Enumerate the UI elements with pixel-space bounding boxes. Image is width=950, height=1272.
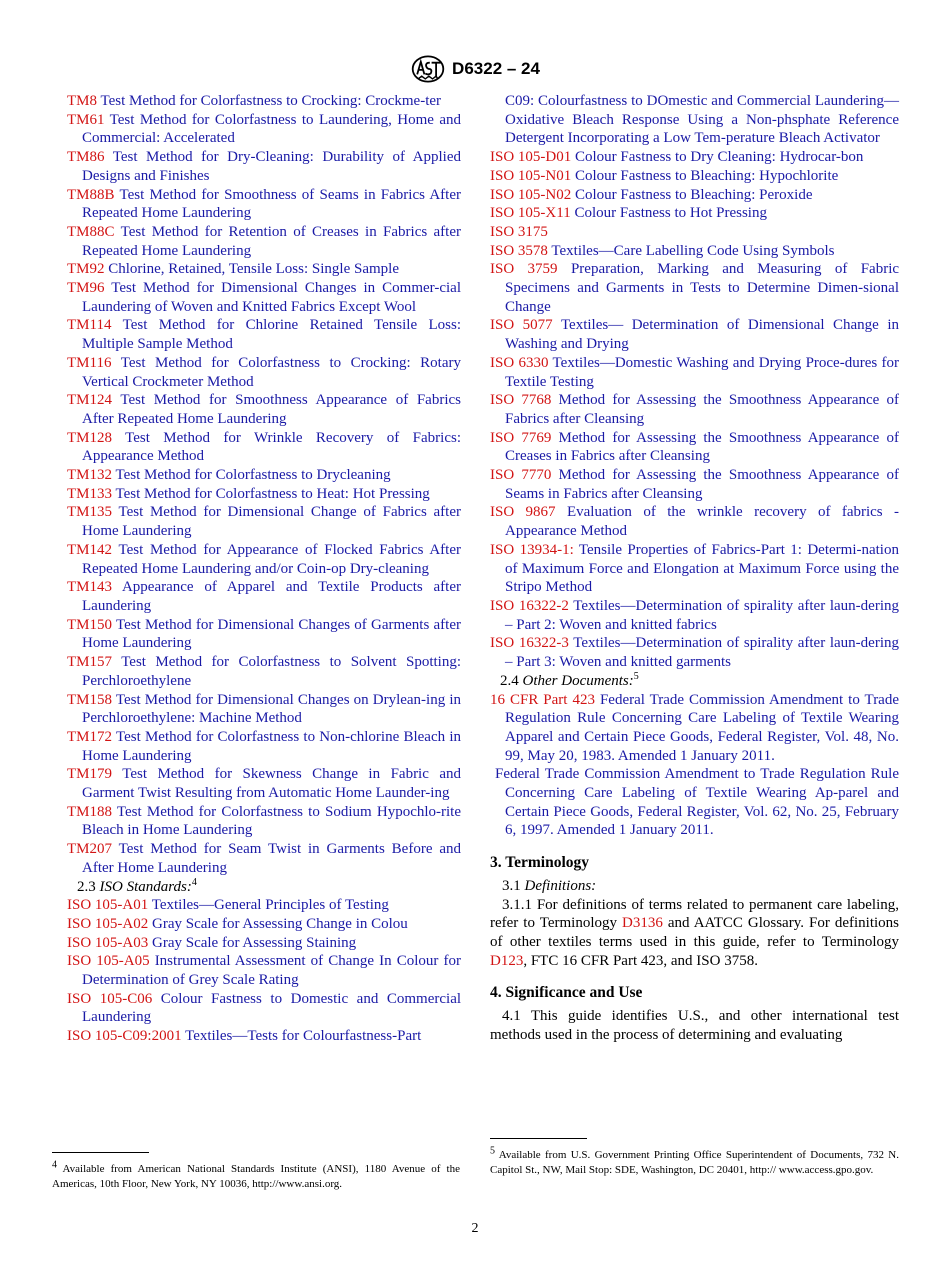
reference-title: Textiles—Domestic Washing and Drying Proce-dures for Textile Testing bbox=[505, 354, 900, 390]
section-3-1-heading: 3.1 Definitions: bbox=[502, 877, 597, 894]
section-3-title: 3. Terminology bbox=[490, 854, 590, 872]
reference-item[interactable] bbox=[67, 952, 461, 989]
reference-item[interactable] bbox=[67, 503, 461, 540]
page-number: 2 bbox=[471, 1221, 479, 1236]
reference-code[interactable]: ISO 3578 bbox=[490, 242, 548, 259]
reference-title: Chlorine, Retained, Tensile Loss: Single Sample bbox=[108, 261, 399, 278]
reference-title: Test Method for Colorfastness to Laundering, Home and Commercial: Accelerated bbox=[82, 111, 462, 147]
reference-title: Test Method for Colorfastness to Heat: Hot Pressing bbox=[115, 485, 430, 502]
reference-code[interactable]: TM135 bbox=[67, 504, 112, 521]
reference-item[interactable] bbox=[67, 466, 461, 485]
aatcc-reference-list bbox=[67, 92, 461, 878]
reference-code[interactable]: ISO 9867 bbox=[490, 504, 556, 521]
reference-item[interactable] bbox=[490, 429, 899, 466]
reference-code[interactable]: TM158 bbox=[67, 691, 112, 708]
reference-code[interactable]: TM86 bbox=[67, 149, 105, 166]
reference-title: Test Method for Wrinkle Recovery of Fabrics: Appearance Method bbox=[82, 429, 461, 465]
reference-item[interactable] bbox=[490, 597, 899, 634]
reference-title: Test Method for Skewness Change in Fabric and Garment Twist Resulting from Automatic Home Launder-ing bbox=[82, 766, 462, 802]
iso-heading-number: 2.3 bbox=[77, 878, 96, 895]
reference-code[interactable]: TM143 bbox=[67, 579, 112, 596]
reference-code[interactable]: ISO 105-A02 bbox=[67, 915, 149, 932]
reference-item[interactable] bbox=[67, 111, 461, 148]
reference-title: Instrumental Assessment of Change In Colour for Determination of Grey Scale Rating bbox=[82, 953, 462, 989]
reference-code[interactable]: ISO 105-C09:2001 bbox=[67, 1028, 182, 1045]
reference-item[interactable] bbox=[67, 354, 461, 391]
reference-item[interactable] bbox=[67, 541, 461, 578]
reference-item[interactable] bbox=[490, 316, 899, 353]
reference-item[interactable] bbox=[67, 1027, 461, 1046]
reference-title: Test Method for Colorfastness to Non-chlorine Bleach in Home Laundering bbox=[82, 728, 461, 764]
reference-code[interactable]: ISO 105-N01 bbox=[490, 167, 572, 184]
reference-code[interactable]: ISO 3759 bbox=[490, 261, 558, 278]
reference-item[interactable] bbox=[490, 260, 899, 316]
reference-item[interactable] bbox=[67, 691, 461, 728]
reference-code[interactable]: TM133 bbox=[67, 485, 112, 502]
reference-code[interactable]: ISO 105-A05 bbox=[67, 953, 150, 970]
reference-code[interactable]: ISO 3175 bbox=[490, 223, 548, 240]
reference-item[interactable] bbox=[67, 765, 461, 802]
reference-item[interactable] bbox=[67, 279, 461, 316]
reference-continuation[interactable]: C09: Colourfastness to DOmestic and Commercial Laundering—Oxidative Bleach Response Using a Non-phsphate Reference Detergent Incorporating a Low Tem-perature Bleach Activator bbox=[505, 93, 899, 147]
reference-code[interactable]: 16 CFR Part 423 bbox=[490, 691, 595, 708]
reference-title: Textiles—General Principles of Testing bbox=[151, 897, 389, 914]
reference-title: Test Method for Smoothness Appearance of Fabrics After Repeated Home Laundering bbox=[82, 392, 461, 427]
reference-title: Test Method for Colorfastness to Crocking: Rotary Vertical Crockmeter Method bbox=[82, 354, 461, 390]
reference-title: Tensile Properties of Fabrics-Part 1: Determi-nation of Maximum Force and Elongation at Maximum Force using the Stripo Method bbox=[505, 541, 899, 596]
reference-title: Colour Fastness to Dry Cleaning: Hydrocar-bon bbox=[575, 149, 864, 166]
section-4-1-paragraph: 4.1 This guide identifies U.S., and other international test methods used in the process of determining and evaluating bbox=[490, 1008, 899, 1043]
reference-item[interactable] bbox=[67, 485, 461, 504]
reference-title: Test Method for Dry-Cleaning: Durability of Applied Designs and Finishes bbox=[82, 149, 461, 184]
reference-item[interactable] bbox=[67, 990, 461, 1027]
reference-item[interactable] bbox=[67, 578, 461, 615]
reference-title: Test Method for Retention of Creases in Fabrics after Repeated Home Laundering bbox=[82, 223, 461, 259]
reference-code[interactable]: TM88C bbox=[67, 223, 115, 240]
other-heading-number: 2.4 bbox=[500, 672, 519, 689]
reference-item[interactable] bbox=[490, 466, 899, 503]
reference-code[interactable]: ISO 105-X11 bbox=[490, 205, 571, 222]
reference-code[interactable]: ISO 105-C06 bbox=[67, 990, 153, 1007]
footnote-ref-5[interactable]: 5 bbox=[633, 670, 639, 682]
reference-code[interactable]: ISO 13934-1: bbox=[490, 541, 574, 558]
reference-code[interactable]: ISO 105-A03 bbox=[67, 934, 149, 951]
reference-code[interactable]: TM114 bbox=[67, 317, 112, 334]
reference-title: Colour Fastness to Bleaching: Hypochlorite bbox=[575, 167, 839, 184]
reference-code[interactable]: TM61 bbox=[67, 111, 105, 128]
reference-code[interactable]: TM172 bbox=[67, 728, 112, 745]
reference-title: Test Method for Dimensional Changes on Drylean-ing in Perchloroethylene: Machine Method bbox=[82, 691, 461, 727]
left-column bbox=[67, 92, 461, 1046]
reference-code[interactable]: ISO 16322-3 bbox=[490, 635, 569, 652]
footnote-5: 5 Available from U.S. Government Printing Office Superintendent of Documents, 732 N. Capitol St., NW, Mail Stop: SDE, Washington, DC 20401, http:// www.access.gpo.gov. bbox=[490, 1145, 899, 1176]
reference-item[interactable] bbox=[490, 204, 899, 223]
reference-code[interactable]: ISO 7770 bbox=[490, 467, 552, 484]
reference-title: Test Method for Dimensional Changes of Garments after Home Laundering bbox=[82, 616, 461, 652]
reference-title: Colour Fastness to Hot Pressing bbox=[574, 205, 767, 222]
reference-item[interactable] bbox=[67, 728, 461, 765]
right-column bbox=[490, 92, 899, 1044]
reference-item[interactable] bbox=[490, 354, 899, 391]
reference-code[interactable]: ISO 105-N02 bbox=[490, 186, 572, 203]
reference-code[interactable]: TM157 bbox=[67, 654, 112, 671]
reference-code[interactable]: ISO 6330 bbox=[490, 354, 549, 371]
footnote-rule-left bbox=[52, 1152, 149, 1153]
reference-code[interactable]: TM124 bbox=[67, 392, 112, 409]
reference-title: Test Method for Dimensional Change of Fabrics after Home Laundering bbox=[82, 504, 461, 540]
reference-title: Colour Fastness to Domestic and Commercial Laundering bbox=[82, 990, 462, 1026]
reference-item[interactable] bbox=[67, 896, 461, 915]
reference-title: Test Method for Appearance of Flocked Fabrics After Repeated Home Laundering and/or Coin-op Dry-cleaning bbox=[82, 541, 461, 577]
reference-item[interactable] bbox=[67, 803, 461, 840]
reference-title: Textiles—Determination of spirality after laun-dering – Part 2: Woven and knitted fabrics bbox=[505, 597, 900, 633]
reference-item[interactable] bbox=[490, 148, 899, 167]
reference-item[interactable] bbox=[67, 316, 461, 353]
reference-title: Colour Fastness to Bleaching: Peroxide bbox=[575, 186, 813, 203]
reference-code[interactable]: TM150 bbox=[67, 616, 112, 633]
reference-title: Preparation, Marking and Measuring of Fabric Specimens and Garments in Tests to Determine Dimen-sional Change bbox=[505, 261, 900, 315]
reference-item[interactable] bbox=[67, 92, 461, 111]
reference-title: Test Method for Dimensional Changes in Commer-cial Laundering of Woven and Knitted Fabrics Except Wool bbox=[82, 280, 461, 315]
reference-item[interactable] bbox=[490, 691, 899, 766]
other-documents-heading bbox=[490, 672, 899, 691]
reference-code[interactable]: TM88B bbox=[67, 186, 115, 203]
reference-title: Test Method for Colorfastness to Drycleaning bbox=[115, 467, 391, 484]
reference-title: Test Method for Smoothness of Seams in Fabrics After Repeated Home Laundering bbox=[82, 186, 461, 222]
reference-item[interactable] bbox=[67, 260, 461, 279]
reference-item[interactable] bbox=[67, 840, 461, 877]
reference-title: Test Method for Seam Twist in Garments Before and After Home Laundering bbox=[82, 841, 461, 876]
reference-item[interactable] bbox=[67, 915, 461, 934]
reference-title: Textiles—Determination of spirality after laun-dering – Part 3: Woven and knitted garments bbox=[505, 635, 900, 671]
iso-heading-label: ISO Standards: bbox=[99, 878, 192, 895]
reference-title: Method for Assessing the Smoothness Appearance of Seams in Fabrics after Cleansing bbox=[505, 467, 899, 502]
reference-code[interactable]: TM179 bbox=[67, 766, 112, 783]
reference-item[interactable] bbox=[490, 242, 899, 261]
reference-title: Method for Assessing the Smoothness Appearance of Fabrics after Cleansing bbox=[505, 392, 899, 427]
reference-title: Test Method for Colorfastness to Crocking: Crockme-ter bbox=[100, 93, 442, 109]
other-reference-list bbox=[490, 691, 899, 766]
reference-code[interactable]: ISO 5077 bbox=[490, 317, 553, 334]
link-d123[interactable]: D123 bbox=[490, 952, 524, 969]
link-d3136[interactable]: D3136 bbox=[622, 915, 663, 932]
reference-code[interactable]: TM96 bbox=[67, 280, 105, 297]
iso-reference-list-left bbox=[67, 896, 461, 1046]
reference-title: Test Method for Colorfastness to Sodium Hypochlo-rite Bleach in Home Laundering bbox=[82, 803, 461, 839]
reference-title: Appearance of Apparel and Textile Products after Laundering bbox=[82, 579, 461, 614]
reference-code[interactable]: ISO 16322-2 bbox=[490, 597, 569, 614]
document-designation: D6322 – 24 bbox=[452, 59, 540, 78]
reference-item[interactable] bbox=[490, 391, 899, 428]
reference-code[interactable]: TM128 bbox=[67, 429, 112, 446]
reference-title: Textiles—Care Labelling Code Using Symbols bbox=[551, 242, 835, 259]
reference-title: Test Method for Colorfastness to Solvent Spotting: Perchloroethylene bbox=[82, 654, 461, 689]
reference-item[interactable] bbox=[490, 634, 899, 671]
footnote-4: 4 Available from American National Standards Institute (ANSI), 1180 Avenue of the Americas, 10th Floor, New York, NY 10036, http://www.ansi.org. bbox=[52, 1159, 460, 1190]
reference-title: Test Method for Chlorine Retained Tensile Loss: Multiple Sample Method bbox=[82, 317, 461, 353]
reference-code[interactable]: ISO 105-A01 bbox=[67, 897, 149, 914]
reference-title: Method for Assessing the Smoothness Appearance of Creases in Fabrics after Cleansing bbox=[505, 429, 899, 465]
reference-code[interactable]: TM132 bbox=[67, 467, 112, 484]
reference-item[interactable] bbox=[67, 429, 461, 466]
reference-code[interactable]: TM142 bbox=[67, 541, 112, 558]
reference-title: Textiles—Tests for Colourfastness-Part bbox=[185, 1028, 422, 1045]
footnote-ref-4[interactable]: 4 bbox=[191, 876, 197, 888]
reference-title: Gray Scale for Assessing Staining bbox=[152, 934, 357, 951]
reference-item[interactable] bbox=[67, 653, 461, 690]
reference-title: Textiles— Determination of Dimensional Change in Washing and Drying bbox=[505, 317, 900, 353]
reference-title: Gray Scale for Assessing Change in Colou bbox=[152, 915, 408, 932]
reference-item[interactable] bbox=[67, 616, 461, 653]
other-heading-label: Other Documents: bbox=[522, 672, 634, 689]
page-header bbox=[0, 52, 950, 86]
reference-item[interactable] bbox=[490, 186, 899, 205]
reference-title: Federal Trade Commission Amendment to Trade Regulation Rule Concerning Care Labeling of Textile Wearing Apparel and Certain Piece Goods, Federal Register, Vol. 48, No. 99, May 20, 1983. Amended 1 January 2011. bbox=[505, 691, 900, 764]
iso-standards-heading bbox=[67, 878, 461, 897]
reference-code[interactable]: ISO 7769 bbox=[490, 429, 552, 446]
iso-reference-list-right bbox=[490, 148, 899, 672]
reference-code[interactable]: TM188 bbox=[67, 803, 112, 820]
reference-code[interactable]: TM116 bbox=[67, 354, 112, 371]
section-3-1-1-paragraph: 3.1.1 For definitions of terms related to permanent care labeling, refer to Terminology D3136 and AATCC Glossary. For definitions of other textiles terms used in this guide, refer to Terminology D123, FTC 16 CFR Part 423, and ISO 3758. bbox=[490, 896, 899, 969]
reference-item[interactable] bbox=[67, 148, 461, 185]
reference-title: Evaluation of the wrinkle recovery of fabrics - Appearance Method bbox=[505, 504, 900, 540]
reference-item[interactable] bbox=[490, 167, 899, 186]
reference-item[interactable] bbox=[67, 223, 461, 260]
reference-ftc-1997[interactable]: Federal Trade Commission Amendment to Trade Regulation Rule Concerning Care Labeling of Textile Wearing Ap-parel and Certain Piece Goods, Federal Register, Vol. 62, No. 25, February 6, 1997. Amended 1 January 2011. bbox=[495, 766, 899, 839]
section-4-title: 4. Significance and Use bbox=[490, 984, 643, 1002]
reference-code[interactable]: ISO 105-D01 bbox=[490, 149, 572, 166]
reference-item[interactable] bbox=[490, 223, 899, 242]
footnote-rule-right bbox=[490, 1138, 587, 1139]
reference-item[interactable] bbox=[490, 503, 899, 540]
reference-item[interactable] bbox=[67, 934, 461, 953]
reference-code[interactable]: ISO 7768 bbox=[490, 392, 552, 409]
reference-code[interactable]: TM8 bbox=[67, 93, 97, 109]
reference-item[interactable] bbox=[67, 186, 461, 223]
reference-code[interactable]: TM207 bbox=[67, 841, 112, 858]
reference-code[interactable]: TM92 bbox=[67, 261, 105, 278]
reference-item[interactable] bbox=[490, 541, 899, 597]
reference-item[interactable] bbox=[67, 391, 461, 428]
astm-logo-icon bbox=[410, 54, 446, 84]
